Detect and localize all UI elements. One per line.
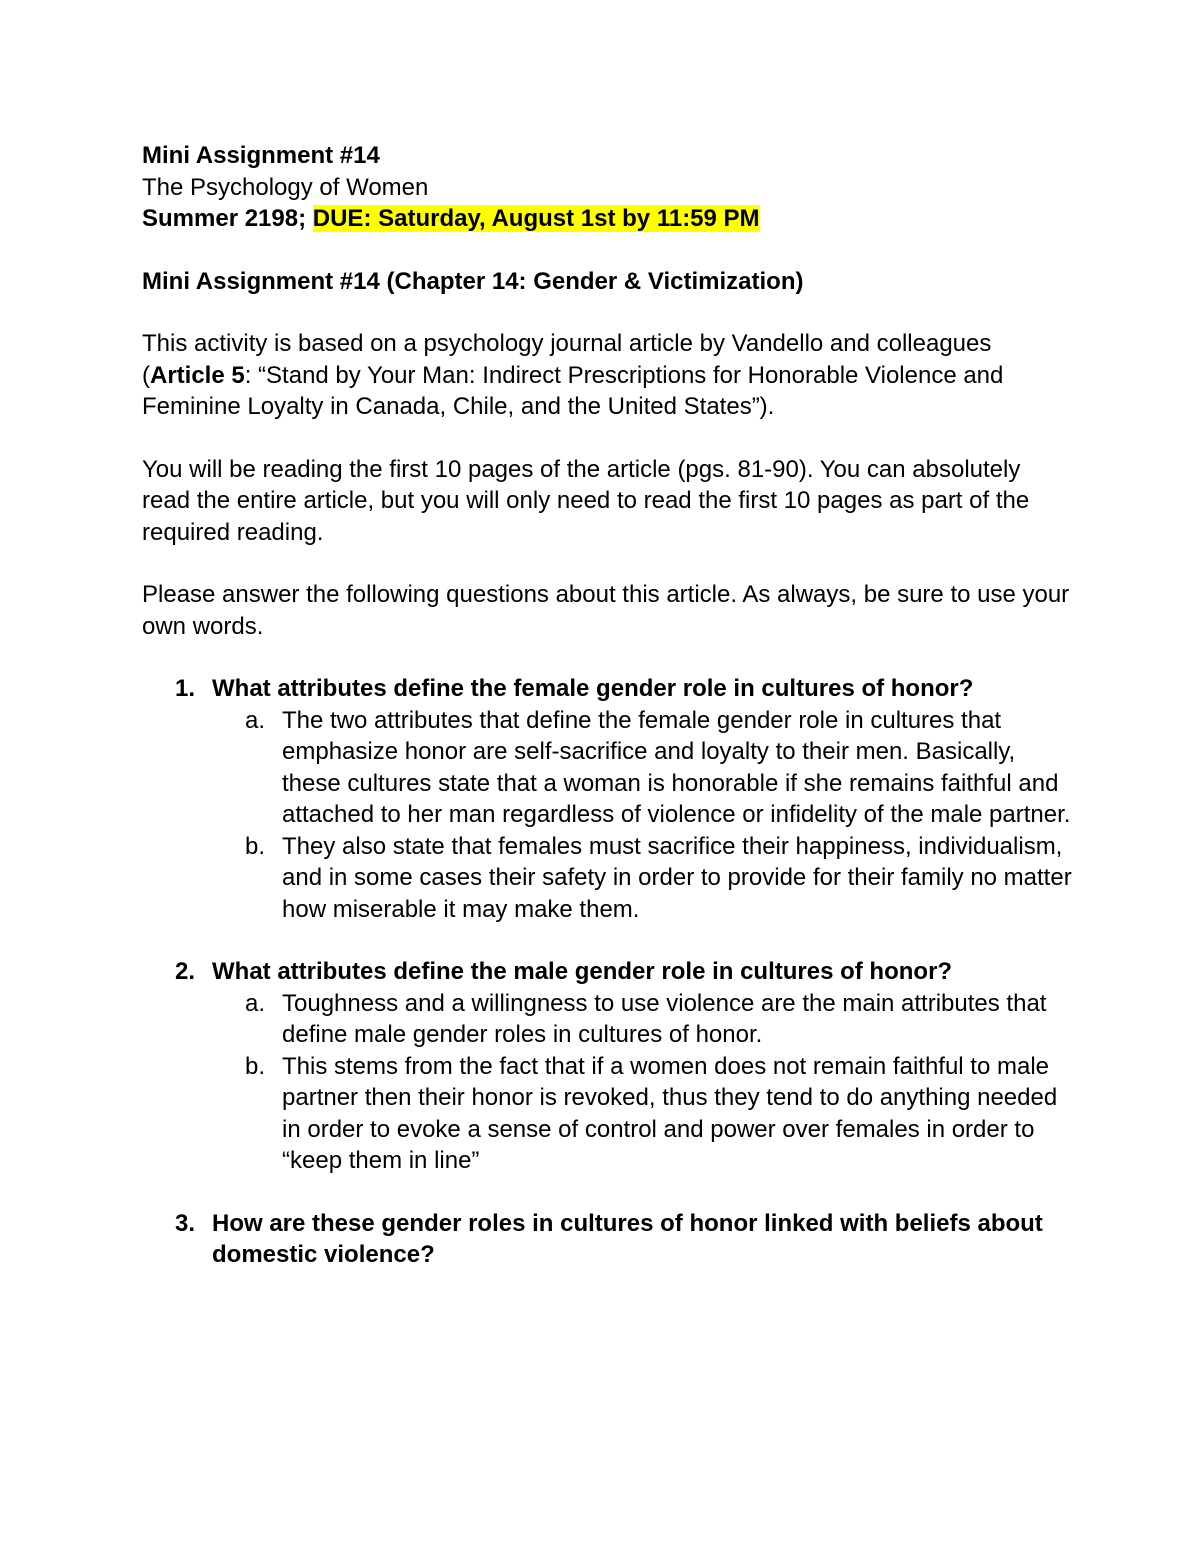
intro-paragraph [142,328,1072,423]
section-heading: Mini Assignment #14 (Chapter 14: Gender & Victimization) [142,267,804,295]
question-item [142,1208,1072,1271]
question-text: How are these gender roles in cultures of honor linked with beliefs about domestic violence? [212,1209,1043,1268]
answer-letter: a. [245,706,266,734]
answer-letter: b. [245,832,266,860]
question-item [142,673,1072,925]
answer-item [142,831,1072,926]
reading-note-paragraph: You will be reading the first 10 pages of the article (pgs. 81-90). You can absolutely read the entire article, but you will only need to read the first 10 pages as part of the required reading. [142,455,1030,546]
document-page [142,140,1072,1271]
answer-list [142,988,1072,1177]
course-name: The Psychology of Women [142,173,429,201]
spacer [142,925,1072,956]
question-text: What attributes define the male gender role in cultures of honor? [212,958,953,985]
answer-item [142,988,1072,1051]
article-label: Article 5 [150,361,245,389]
answer-list [142,705,1072,926]
question-number: 1. [175,675,196,702]
answer-letter: a. [245,989,266,1017]
answer-item [142,705,1072,831]
intro-text-start: This activity is based on a psychology journal article by Vandello and colleagues ( [142,330,992,389]
question-text: What attributes define the female gender role in cultures of honor? [212,675,974,702]
answer-text: The two attributes that define the female gender role in cultures that emphasize honor are self-sacrifice and loyalty to their men. Basically, these cultures state that a woman is honorable if she remains faithful and attached to her man regardless of violence or infidelity of the male partner. [282,706,1071,828]
intro-text-end: : “Stand by Your Man: Indirect Prescriptions for Honorable Violence and Feminine Loyalty in Canada, Chile, and the United States”). [142,361,1004,420]
term-label: Summer 2198; [142,205,307,232]
spacer [142,1177,1072,1208]
question-number: 2. [175,958,196,985]
answer-text: They also state that females must sacrifice their happiness, individualism, and in some cases their safety in order to provide for their family no matter how miserable it may make them. [282,832,1072,923]
assignment-title: Mini Assignment #14 [142,142,380,169]
instructions-paragraph: Please answer the following questions about this article. As always, be sure to use your own words. [142,581,1070,640]
answer-letter: b. [245,1052,266,1080]
answer-item [142,1051,1072,1177]
question-number: 3. [175,1209,196,1237]
answer-text: Toughness and a willingness to use violence are the main attributes that define male gender roles in cultures of honor. [282,989,1047,1048]
term-due-line [142,203,1072,235]
due-date-highlight: DUE: Saturday, August 1st by 11:59 PM [312,205,760,232]
answer-text: This stems from the fact that if a women does not remain faithful to male partner then their honor is revoked, thus they tend to do anything needed in order to evoke a sense of control and power over females in order to “keep them in line” [282,1052,1058,1174]
question-item [142,956,1072,1177]
question-list [142,673,1072,1271]
